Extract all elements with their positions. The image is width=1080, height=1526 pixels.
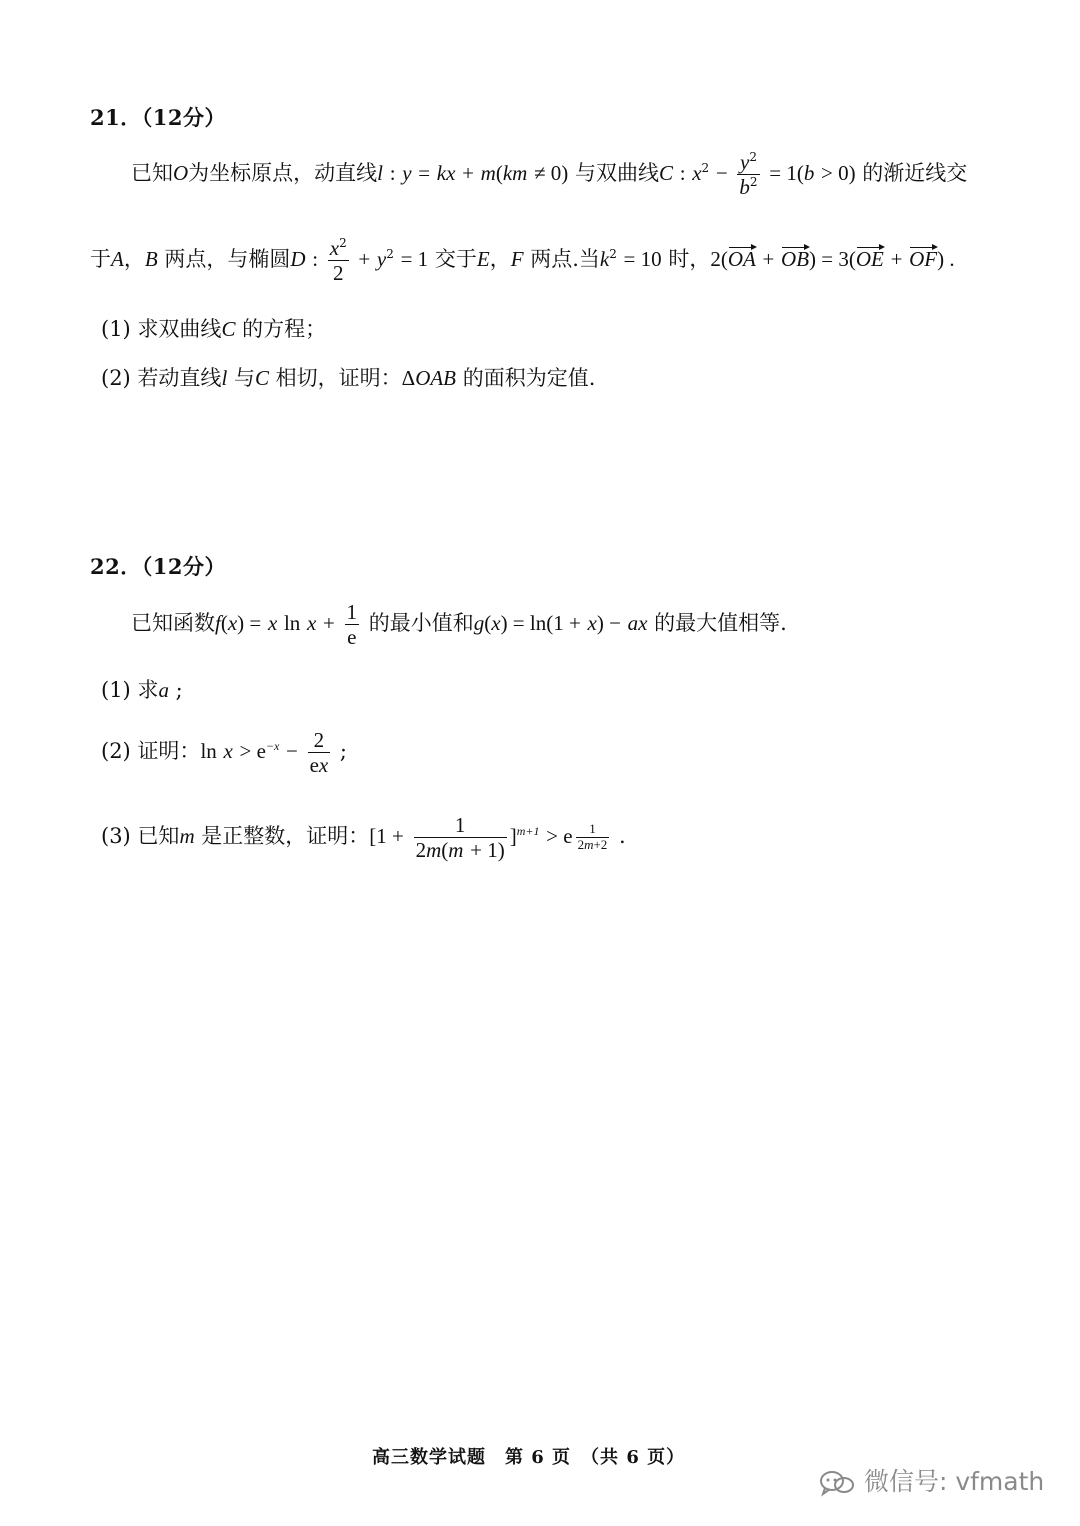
q21-header: 21．（12分） <box>90 105 226 130</box>
q21-intro-line2: 于A，B 两点，与椭圆D : $\frac{x^2}{2}$ + $y^2 = 1$ 交于E，F 两点.当$k^2 = 10$ 时，2(OA + OB) = 3(OE + OF) . <box>90 236 955 286</box>
page-footer: 高三数学试题 第 6 页 （共 6 页） <box>372 1447 686 1468</box>
q22-part3: (3) 已知m 是正整数，证明：[1 + $\frac{1}{2m(m + 1)}$ ]$^{m+1}$ > e $^{\frac{1}{2m+2}}$ . <box>101 813 626 863</box>
q21-part2: (2) 若动直线l 与C 相切，证明：ΔOAB 的面积为定值. <box>101 366 596 390</box>
watermark-text: 微信号: vfmath <box>863 1467 1045 1496</box>
q21-intro-line1: 已知O为坐标原点，动直线l : y = kx + m(km ≠ 0) 与双曲线C : $x^2$ − $\frac{y^2}{b^2}$ = 1(b > 0) 的渐近线交 <box>131 150 968 200</box>
q22-part2: (2) 证明：$\ln x > e^{-x}$ − $\frac{2}{ex}$ ; <box>101 728 347 778</box>
wechat-icon <box>818 1469 856 1497</box>
watermark <box>818 1462 1044 1498</box>
q22-intro: 已知函数f(x) = x ln x + $\frac{1}{e}$ 的最小值和g(x) = ln(1 + x) − ax 的最大值相等. <box>131 600 787 650</box>
q22-header: 22．（12分） <box>90 554 226 579</box>
q21-part1: (1) 求双曲线C 的方程； <box>101 317 327 341</box>
q22-part1: (1) 求a ; <box>101 678 183 702</box>
